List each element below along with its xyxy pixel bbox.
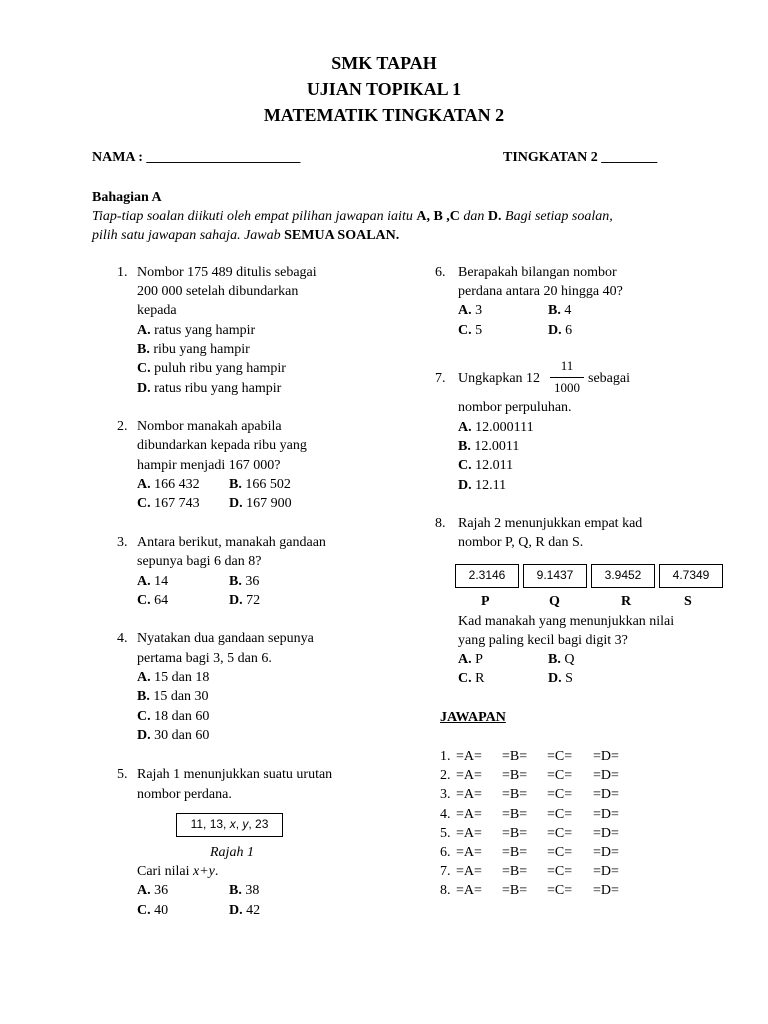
answer-row-number: 4.: [440, 806, 451, 822]
option-text: 15 dan 30: [153, 689, 209, 704]
question-number: 6.: [435, 265, 446, 280]
answer-choice-c[interactable]: =C=: [547, 864, 573, 880]
option-text: ratus ribu yang hampir: [154, 381, 282, 396]
answer-choice-a[interactable]: =A=: [456, 883, 482, 899]
option-text: 42: [246, 903, 261, 918]
option-label: A.: [458, 420, 472, 435]
question-text: Nyatakan dua gandaan sepunya: [137, 631, 314, 646]
answer-choice-d[interactable]: =D=: [593, 845, 619, 860]
option-c: [458, 456, 513, 475]
option-a: [458, 301, 482, 320]
fraction-denominator: 1000: [554, 380, 580, 395]
answer-choice-c[interactable]: =C=: [547, 806, 573, 822]
answer-choice-d[interactable]: =D=: [593, 749, 619, 764]
question-text: hampir menjadi 167 000?: [137, 458, 281, 473]
instructions-line-2: [92, 226, 399, 245]
class-field: TINGKATAN 2 ________: [503, 150, 658, 165]
question-text: pertama bagi 3, 5 dan 6.: [137, 651, 272, 666]
section-title: Bahagian A: [92, 190, 162, 205]
option-b: [229, 881, 259, 900]
answer-choice-b[interactable]: =B=: [502, 825, 528, 841]
option-text: ratus yang hampir: [154, 323, 256, 338]
answer-row-number: 2.: [440, 768, 451, 784]
answer-choice-b[interactable]: =B=: [502, 845, 528, 860]
option-label: D.: [229, 903, 243, 918]
question-text: nombor perpuluhan.: [458, 400, 572, 415]
instr-text: dan: [459, 209, 488, 224]
ask-end: .: [214, 864, 219, 879]
name-field: NAMA : ______________________: [92, 150, 301, 165]
option-text: 12.011: [475, 458, 514, 473]
option-text: 36: [154, 883, 169, 898]
option-text: 3: [475, 303, 483, 318]
answer-choice-d[interactable]: =D=: [593, 806, 619, 822]
option-label: B.: [137, 689, 150, 704]
subject-title: MATEMATIK TINGKATAN 2: [263, 105, 505, 125]
fraction-bar: [550, 377, 584, 378]
option-d: [137, 726, 209, 745]
answer-choice-c[interactable]: =C=: [547, 845, 573, 860]
option-b: [548, 301, 571, 320]
answer-choice-a[interactable]: =A=: [456, 768, 482, 784]
answer-choice-c[interactable]: =C=: [547, 825, 573, 841]
question-text: Antara berikut, manakah gandaan: [137, 535, 326, 550]
answer-choice-c[interactable]: =C=: [547, 787, 573, 803]
question-text: nombor P, Q, R dan S.: [458, 535, 584, 550]
option-label: B.: [548, 652, 561, 667]
instr-bold: SEMUA SOALAN.: [284, 228, 400, 243]
option-label: A.: [458, 303, 472, 318]
card-label-p: P: [481, 594, 490, 609]
fraction-numerator: 11: [560, 358, 574, 373]
answer-choice-c[interactable]: =C=: [547, 768, 573, 784]
instr-text: Tiap-tiap soalan diikuti oleh empat pilihan jawapan iaitu: [92, 209, 417, 224]
option-label: D.: [137, 728, 151, 743]
option-label: A.: [458, 652, 472, 667]
instr-bold: D.: [487, 209, 502, 224]
answer-row-number: 7.: [440, 864, 451, 880]
ask-text: Cari nilai: [137, 864, 193, 879]
option-b: [548, 650, 574, 669]
card-label-s: S: [684, 594, 692, 609]
option-d: [548, 669, 573, 688]
answer-choice-a[interactable]: =A=: [456, 864, 482, 880]
question-text: Kad manakah yang menunjukkan nilai: [458, 614, 675, 629]
answer-choice-a[interactable]: =A=: [456, 749, 482, 764]
option-text: 166 432: [154, 477, 200, 492]
option-a: [137, 572, 168, 591]
option-text: P: [475, 652, 483, 667]
option-a: [137, 475, 200, 494]
option-text: 64: [154, 593, 169, 608]
question-text: sepunya bagi 6 dan 8?: [137, 554, 262, 569]
question-text: Nombor manakah apabila: [137, 419, 282, 434]
option-text: 12.0011: [474, 439, 520, 454]
option-label: B.: [458, 439, 471, 454]
option-label: C.: [458, 323, 472, 338]
answer-choice-b[interactable]: =B=: [502, 787, 528, 803]
option-text: 14: [154, 574, 169, 589]
option-text: 5: [475, 323, 483, 338]
option-c: [137, 359, 286, 378]
question-text: perdana antara 20 hingga 40?: [458, 284, 623, 299]
sequence-box: 11, 13, x, y, 23: [176, 813, 283, 837]
question-number: 7.: [435, 371, 446, 386]
option-label: B.: [229, 477, 242, 492]
card-q: 9.1437: [523, 564, 587, 588]
answer-choice-a[interactable]: =A=: [456, 825, 482, 841]
question-text: Rajah 1 menunjukkan suatu urutan: [137, 767, 333, 782]
option-text: S: [565, 671, 573, 686]
option-text: R: [475, 671, 485, 686]
option-label: C.: [137, 593, 151, 608]
option-text: 166 502: [245, 477, 291, 492]
answer-choice-b[interactable]: =B=: [502, 864, 528, 880]
question-ask: [137, 862, 218, 881]
question-text: nombor perdana.: [137, 787, 232, 802]
answer-choice-b[interactable]: =B=: [502, 749, 528, 764]
question-text: yang paling kecil bagi digit 3?: [458, 633, 628, 648]
option-text: 12.11: [475, 478, 507, 493]
option-b: [229, 572, 259, 591]
option-text: 36: [245, 574, 260, 589]
question-number: 1.: [117, 265, 128, 280]
card-r: 3.9452: [591, 564, 655, 588]
exam-title: UJIAN TOPIKAL 1: [306, 79, 462, 99]
question-number: 5.: [117, 767, 128, 782]
option-text: 38: [245, 883, 260, 898]
answer-choice-c[interactable]: =C=: [547, 883, 573, 899]
card-s: 4.7349: [659, 564, 723, 588]
option-c: [137, 901, 168, 920]
card-p: 2.3146: [455, 564, 519, 588]
option-a: [137, 881, 168, 900]
option-label: C.: [137, 496, 151, 511]
option-label: B.: [548, 303, 561, 318]
answer-choice-d[interactable]: =D=: [593, 825, 619, 841]
option-label: C.: [137, 709, 151, 724]
answer-choice-b[interactable]: =B=: [502, 883, 528, 899]
question-text: Rajah 2 menunjukkan empat kad: [458, 516, 643, 531]
question-text: Nombor 175 489 ditulis sebagai: [137, 265, 317, 280]
option-a: [458, 418, 534, 437]
option-label: A.: [137, 670, 151, 685]
option-label: A.: [137, 323, 151, 338]
answer-row-number: 8.: [440, 883, 451, 899]
answer-row-number: 3.: [440, 787, 451, 803]
option-c: [458, 321, 482, 340]
instr-text: pilih satu jawapan sahaja. Jawab: [92, 228, 285, 243]
option-b: [137, 340, 250, 359]
option-a: [137, 321, 255, 340]
instr-text: Bagi setiap soalan,: [501, 209, 613, 224]
instr-bold: A, B ,C: [416, 209, 460, 224]
question-text: Berapakah bilangan nombor: [458, 265, 617, 280]
option-text: ribu yang hampir: [153, 342, 250, 357]
question-number: 8.: [435, 516, 446, 531]
answer-row-number: 5.: [440, 825, 451, 841]
option-label: D.: [137, 381, 151, 396]
option-b: [229, 475, 291, 494]
answer-choice-a[interactable]: =A=: [456, 806, 482, 822]
option-label: A.: [137, 477, 151, 492]
answer-choice-a[interactable]: =A=: [456, 787, 482, 803]
answer-choice-b[interactable]: =B=: [502, 806, 528, 822]
option-text: puluh ribu yang hampir: [154, 361, 286, 376]
option-label: C.: [137, 361, 151, 376]
school-title: SMK TAPAH: [331, 53, 437, 73]
answer-choice-a[interactable]: =A=: [456, 845, 482, 860]
option-label: D.: [548, 671, 562, 686]
option-label: C.: [458, 671, 472, 686]
question-number: 4.: [117, 631, 128, 646]
option-c: [137, 591, 168, 610]
option-d: [229, 494, 292, 513]
option-text: 167 743: [154, 496, 200, 511]
option-b: [137, 687, 209, 706]
answer-row-number: 1.: [440, 749, 451, 764]
option-label: A.: [137, 883, 151, 898]
question-number: 2.: [117, 419, 128, 434]
answer-row-number: 6.: [440, 845, 451, 860]
question-text: sebagai: [588, 371, 630, 386]
figure-caption: Rajah 1: [210, 845, 254, 860]
option-c: [137, 494, 200, 513]
question-text: Ungkapkan 12: [458, 371, 541, 386]
answer-choice-d[interactable]: =D=: [593, 768, 619, 784]
option-text: Q: [564, 652, 575, 667]
option-label: A.: [137, 574, 151, 589]
option-label: B.: [137, 342, 150, 357]
option-label: D.: [229, 593, 243, 608]
option-a: [458, 650, 483, 669]
option-label: B.: [229, 574, 242, 589]
answer-choice-d[interactable]: =D=: [593, 787, 619, 803]
option-d: [137, 379, 281, 398]
option-label: B.: [229, 883, 242, 898]
option-label: C.: [137, 903, 151, 918]
instructions-line-1: [92, 207, 613, 226]
ask-expression: x+y: [193, 864, 215, 879]
option-d: [229, 591, 260, 610]
answer-choice-d[interactable]: =D=: [593, 864, 619, 880]
option-label: D.: [229, 496, 243, 511]
option-c: [137, 707, 209, 726]
option-text: 15 dan 18: [154, 670, 210, 685]
option-d: [458, 476, 506, 495]
question-text: 200 000 setelah dibundarkan: [137, 284, 299, 299]
option-d: [548, 321, 572, 340]
option-text: 6: [565, 323, 573, 338]
answer-choice-d[interactable]: =D=: [593, 883, 619, 899]
option-a: [137, 668, 209, 687]
option-b: [458, 437, 519, 456]
card-label-q: Q: [549, 594, 560, 609]
question-text: kepada: [137, 303, 177, 318]
option-text: 30 dan 60: [154, 728, 210, 743]
option-label: D.: [458, 478, 472, 493]
option-text: 40: [154, 903, 169, 918]
option-text: 4: [564, 303, 572, 318]
card-label-r: R: [621, 594, 632, 609]
option-text: 12.000111: [475, 420, 534, 435]
question-number: 3.: [117, 535, 128, 550]
option-text: 18 dan 60: [154, 709, 210, 724]
option-text: 72: [246, 593, 261, 608]
option-c: [458, 669, 484, 688]
answers-title: JAWAPAN: [440, 710, 506, 725]
option-text: 167 900: [246, 496, 292, 511]
question-text: dibundarkan kepada ribu yang: [137, 438, 307, 453]
answer-choice-c[interactable]: =C=: [547, 749, 573, 764]
answer-choice-b[interactable]: =B=: [502, 768, 528, 784]
option-label: D.: [548, 323, 562, 338]
option-label: C.: [458, 458, 472, 473]
option-d: [229, 901, 260, 920]
